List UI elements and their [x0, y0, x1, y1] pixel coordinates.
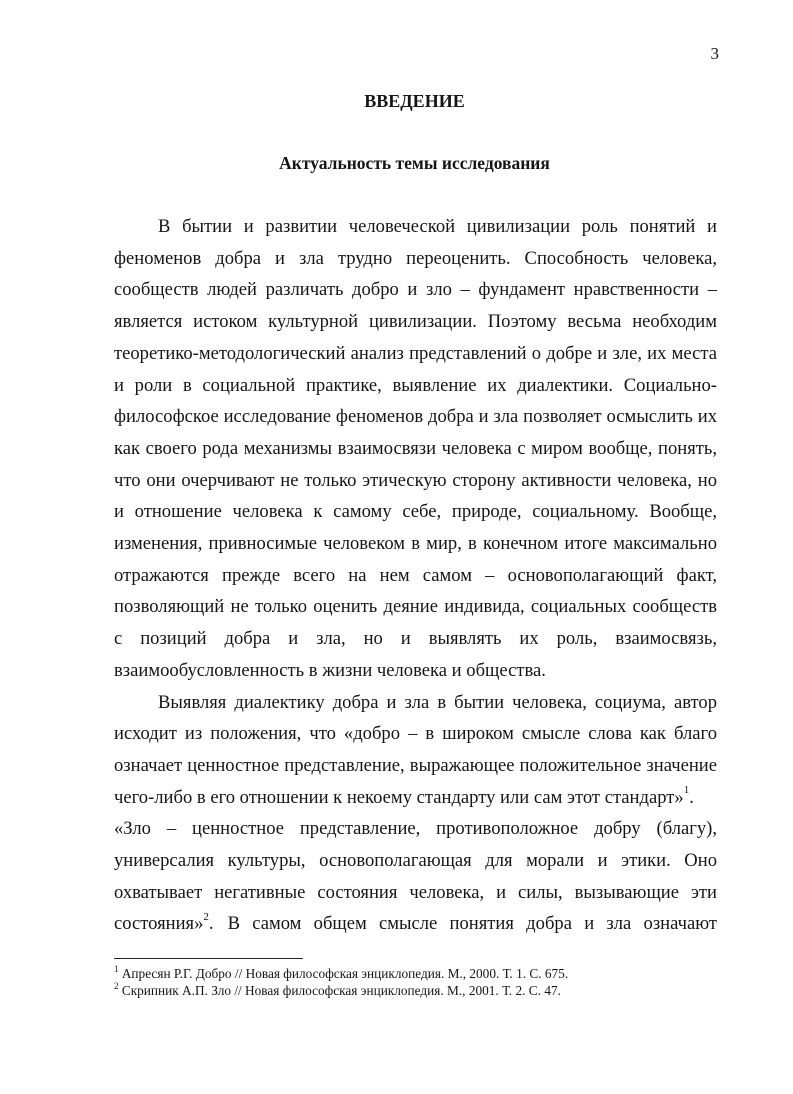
- paragraph-line: философское исследование феноменов добра и зла позволяет осмыслить их: [114, 406, 717, 428]
- paragraph-line: «Зло – ценностное представление, противоположное добру (благу),: [114, 818, 717, 840]
- footnote-ref: 2: [203, 911, 209, 924]
- footnote: [114, 965, 717, 982]
- paragraph-line: изменения, привносимые человеком в мир, в конечном итоге максимально: [114, 533, 717, 555]
- paragraph-line: с позиций добра и зла, но и выявлять их роль, взаимосвязь,: [114, 628, 717, 650]
- line-text: состояния»: [114, 913, 204, 935]
- body-text: [114, 211, 717, 940]
- punctuation: .: [689, 786, 694, 808]
- paragraph-line: что они очерчивают не только этическую сторону активности человека, но: [114, 469, 717, 491]
- footnote-separator: [114, 958, 303, 959]
- paragraph-line: и роли в социальной практике, выявление их диалектики. Социально-: [114, 374, 717, 396]
- paragraph-line: является истоком культурной цивилизации. Поэтому весьма необходим: [114, 311, 717, 333]
- paragraph-line: и отношение человека к самому себе, природе, социальному. Вообще,: [114, 501, 717, 523]
- paragraph-line: [114, 908, 717, 940]
- paragraph-line: позволяющий не только оценить деяние индивида, социальных сообществ: [114, 596, 717, 618]
- footnote-text: Апресян Р.Г. Добро // Новая философская энциклопедия. М., 2000. Т. 1. С. 675.: [121, 966, 569, 981]
- paragraph-line: В бытии и развитии человеческой цивилизации роль понятий и: [158, 216, 717, 237]
- line-text: В самом общем смысле понятия добра и зла означают: [227, 913, 717, 935]
- footnote-mark: 1: [114, 963, 119, 974]
- footnotes: [114, 965, 717, 999]
- section-title: Актуальность темы исследования: [279, 153, 550, 173]
- paragraph-line: означает ценностное представление, выражающее положительное значение: [114, 754, 717, 776]
- chapter-title: ВВЕДЕНИЕ: [364, 91, 465, 111]
- footnote: [114, 982, 717, 999]
- paragraph-line: феноменов добра и зла трудно переоценить. Способность человека,: [114, 247, 717, 269]
- paragraph-line: теоретико-методологический анализ представлений о добре и зле, их места: [114, 342, 717, 364]
- paragraph-line: как своего рода механизмы взаимосвязи человека с миром вообще, понять,: [114, 437, 717, 459]
- paragraph-line: охватывает негативные состояния человека, и силы, вызывающие эти: [114, 881, 717, 903]
- paragraph-line: исходит из положения, что «добро – в широком смысле слова как благо: [114, 723, 717, 745]
- punctuation: .: [208, 913, 214, 935]
- footnote-mark: 2: [114, 980, 119, 991]
- footnote-ref: 1: [683, 784, 690, 797]
- paragraph-line: универсалия культуры, основополагающая для морали и этики. Оно: [114, 850, 717, 872]
- paragraph-line: отражаются прежде всего на нем самом – основополагающий факт,: [114, 564, 717, 586]
- paragraph-line: сообществ людей различать добро и зло – фундамент нравственности –: [114, 279, 717, 301]
- paragraph-line: взаимообусловленность в жизни человека и общества.: [114, 659, 546, 681]
- paragraph-line: [114, 782, 717, 814]
- footnote-text: Скрипник А.П. Зло // Новая философская энциклопедия. М., 2001. Т. 2. С. 47.: [121, 983, 561, 998]
- paragraph-line: Выявляя диалектику добра и зла в бытии человека, социума, автор: [158, 691, 717, 713]
- line-segment: [114, 908, 214, 940]
- line-text: чего-либо в его отношении к некоему стандарту или сам этот стандарт»: [114, 786, 684, 808]
- page-number: 3: [710, 44, 719, 63]
